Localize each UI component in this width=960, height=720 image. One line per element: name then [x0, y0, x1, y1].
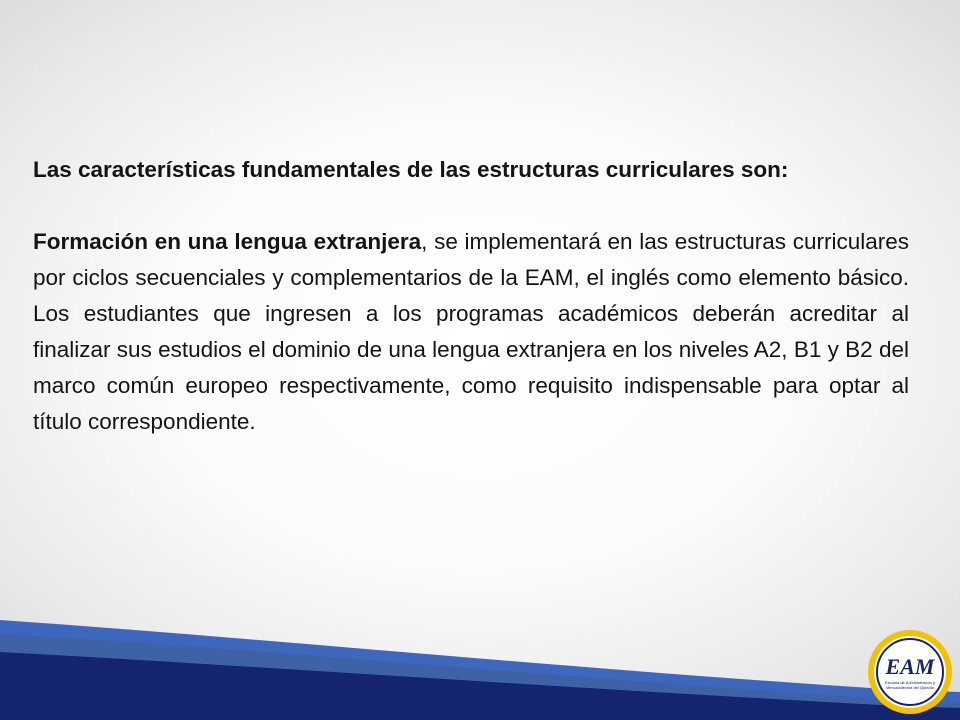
logo-acronym: EAM: [885, 654, 935, 679]
slide-text: [33, 152, 909, 440]
body-paragraph: [33, 224, 909, 440]
eam-logo: [862, 622, 954, 716]
logo-subtitle-1: Escuela de Administración y: [884, 680, 936, 685]
body-paragraph-bold-lead: Formación en una lengua extranjera: [33, 229, 422, 254]
logo-subtitle-2: Mercadotecnia del Quindío: [886, 685, 934, 690]
spacer: [33, 188, 909, 224]
body-paragraph-text: , se implementará en las estructuras curriculares por ciclos secuenciales y complementarios de la EAM, el inglés como elemento básico. Los estudiantes que ingresen a los programas académicos deberán acreditar al finalizar sus estudios el dominio de una lengua extranjera en los niveles A2, B1 y B2 del marco común europeo respectivamente, como requisito indispensable para optar al título correspondiente.: [33, 229, 909, 434]
decorative-bottom-swoosh: [0, 590, 960, 720]
slide-heading: Las características fundamentales de las estructuras curriculares son:: [33, 157, 789, 182]
